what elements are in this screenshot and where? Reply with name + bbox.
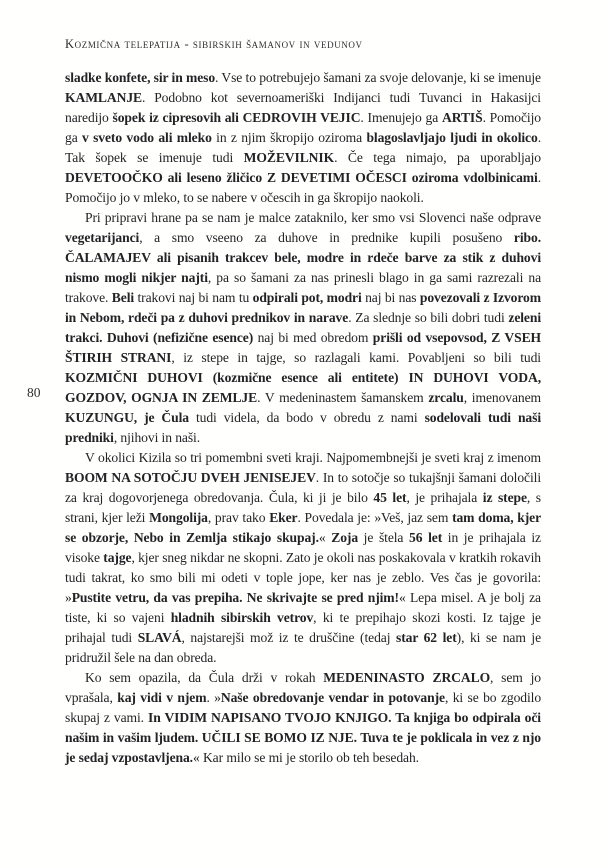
paragraph-4	[65, 668, 541, 768]
text-run: . Pomočijo ga	[65, 110, 541, 145]
text-run: , je prihajala	[406, 490, 483, 505]
text-run: , ki se bo zgodilo skupaj z vami.	[65, 690, 542, 725]
text-run: Pri pripravi hrane pa se nam je malce zataknilo, ker smo vsi Slovenci naše odprave	[85, 210, 541, 225]
text-run: tudi videla, da bodo v obredu z nami	[188, 410, 425, 425]
text-run: , ki te prepihajo skozi kosti. Iz tajge je prihajal tudi	[65, 610, 541, 645]
text-run: 45 let	[373, 490, 407, 505]
text-run: . Tak šopek se imenuje tudi	[65, 130, 542, 165]
text-run: , prav tako	[207, 510, 270, 525]
text-run: MOŽEVILNIK	[243, 150, 335, 165]
text-run: vegetarijanci	[65, 230, 140, 245]
text-run: In VIDIM NAPISANO TVOJO KNJIGO. Ta knjiga bo odpirala oči našim in vašim ljudem. UČILI SE BOMO IZ NJE. Tuva te je poklicala in vez z njo je sedaj vzpostavljena.	[65, 710, 541, 765]
text-run: star 62 let	[396, 630, 457, 645]
text-run: . In to sotočje so tukajšnji šamani določili za kraj dogovorjenega obredovanja. Čula, ki ji je bilo	[65, 470, 541, 505]
text-run: je štela	[358, 530, 410, 545]
text-run: V okolici Kizila so tri pomembni sveti kraji. Najpomembnejši je sveti kraj z imenom	[85, 450, 541, 465]
text-run: . Če tega nimajo, pa uporabljajo	[334, 150, 541, 165]
text-run: Pustite vetru, da vas prepiha. Ne skrivajte se pred njim!	[71, 590, 399, 605]
text-run: KUZUNGU, je Čula	[65, 410, 189, 425]
text-run: 56 let	[409, 530, 443, 545]
page-number: 80	[27, 385, 41, 400]
text-run: , s strani, kjer leži	[65, 490, 541, 525]
text-run: . Vse to potrebujejo šamani za svoje delovanje, ki se imenuje	[215, 70, 541, 85]
paragraph-1	[65, 68, 541, 208]
text-run: iz stepe	[482, 490, 527, 505]
text-run: zeleni trakci. Duhovi (nefizične esence)	[65, 310, 542, 345]
text-run: MEDENINASTO ZRCALO	[323, 670, 491, 685]
text-run: v sveto vodo ali mleko	[82, 130, 212, 145]
text-run: , najstarejši mož iz te druščine (tedaj	[181, 630, 396, 645]
text-run: , iz stepe in tajge, so razlagali kami. Povabljeni so bili tudi	[171, 350, 541, 365]
text-run: , imenovanem	[463, 390, 542, 405]
text-run: prišli od vsepovsod, Z VSEH ŠTIRIH STRANI	[65, 330, 542, 365]
text-run: ARTIŠ	[441, 110, 483, 125]
text-run: trakovi naj bi nam tu	[134, 290, 253, 305]
text-run: šopek iz cipresovih ali CEDROVIH VEJIC	[112, 110, 361, 125]
text-run: povezovali z Izvorom in Nebom, rdeči pa z duhovi prednikov in narave	[65, 290, 541, 325]
text-run: BOOM NA SOTOČJU DVEH JENISEJEV	[65, 470, 316, 485]
text-run: DEVETOOČKO ali leseno žličico Z DEVETIMI OČESCI oziroma vdolbinicami	[65, 170, 538, 185]
text-run: in z njim škropijo oziroma	[211, 130, 367, 145]
text-run: Mongolija	[149, 510, 208, 525]
text-run: , pa so šamani za nas prinesli blago in ga sami razrezali na trakove.	[65, 270, 541, 305]
text-run: blagoslavljajo ljudi in okolico	[366, 130, 538, 145]
text-run: tajge	[103, 550, 132, 565]
text-run: . Za slednje so bili dobri tudi	[348, 310, 509, 325]
text-run: kaj vidi v njem	[117, 690, 207, 705]
text-run: Eker	[269, 510, 298, 525]
text-run: , sem jo vprašala,	[65, 670, 541, 705]
text-run: zrcalu	[428, 390, 464, 405]
text-run: « Kar milo se mi je storilo ob teh besedah.	[192, 750, 419, 765]
text-run: . V medeninastem šamanskem	[257, 390, 429, 405]
text-run: . Podobno kot severnoameriški Indijanci tudi Tuvanci in Hakasijci naredijo	[65, 90, 541, 125]
text-run: , kjer sneg nikdar ne skopni. Zato je okoli nas poskakovala v kratkih rokavih tudi takrat, ko smo bili mi odeti v tople jope, ker nas je zeblo. Ves čas je govorila: »	[65, 550, 541, 605]
text-run: . Povedala je: »Veš, jaz sem	[297, 510, 453, 525]
text-run: Naše obredovanje vendar in potovanje	[220, 690, 445, 705]
text-run: sodelovali tudi naši predniki	[65, 410, 541, 445]
running-header: Kozmična telepatija - sibirskih šamanov in vedunov	[65, 37, 363, 51]
text-run: Ko sem opazila, da Čula drži v rokah	[85, 670, 324, 685]
text-run: in je prihajala iz visoke	[65, 530, 541, 565]
text-run: naj bi nas	[361, 290, 420, 305]
text-run: KAMLANJE	[65, 90, 142, 105]
paragraph-3	[65, 448, 541, 668]
text-run: . Imenujejo ga	[360, 110, 442, 125]
text-run: ribo. ČALAMAJEV ali pisanih trakcev bele, modre in rdeče barve za stik z duhovi nismo mogli nikjer najti	[65, 230, 541, 285]
text-run: SLAVÁ	[137, 630, 182, 645]
text-run: naj bi med obredom	[253, 330, 373, 345]
text-block	[65, 68, 541, 768]
text-run: odpirali pot, modri	[252, 290, 362, 305]
text-run: , njihovi in naši.	[113, 430, 201, 445]
text-run: ), ki se nam je pridružil šele na dan obreda.	[65, 630, 542, 665]
paragraph-2	[65, 208, 541, 448]
text-run: . Pomočijo jo v mleko, to se nabere v očescih in ga škropijo naokoli.	[65, 170, 541, 205]
text-run: hladnih sibirskih vetrov	[170, 610, 314, 625]
text-run: . »	[206, 690, 221, 705]
text-run: KOZMIČNI DUHOVI (kozmične esence ali entitete) IN DUHOVI VODA, GOZDOV, OGNJA IN ZEMLJE	[65, 370, 541, 405]
text-run: Zoja	[331, 530, 359, 545]
text-run: tam doma, kjer se obzorje, Nebo in Zemlja stikajo skupaj.	[65, 510, 542, 545]
text-run: Beli	[111, 290, 135, 305]
text-run: , a smo vseeno za duhove in prednike kupili posušeno	[139, 230, 514, 245]
text-run: « Lepa misel. A je bolj za tiste, ki so vajeni	[65, 590, 541, 625]
text-run: «	[318, 530, 332, 545]
text-run: sladke konfete, sir in meso	[65, 70, 216, 85]
